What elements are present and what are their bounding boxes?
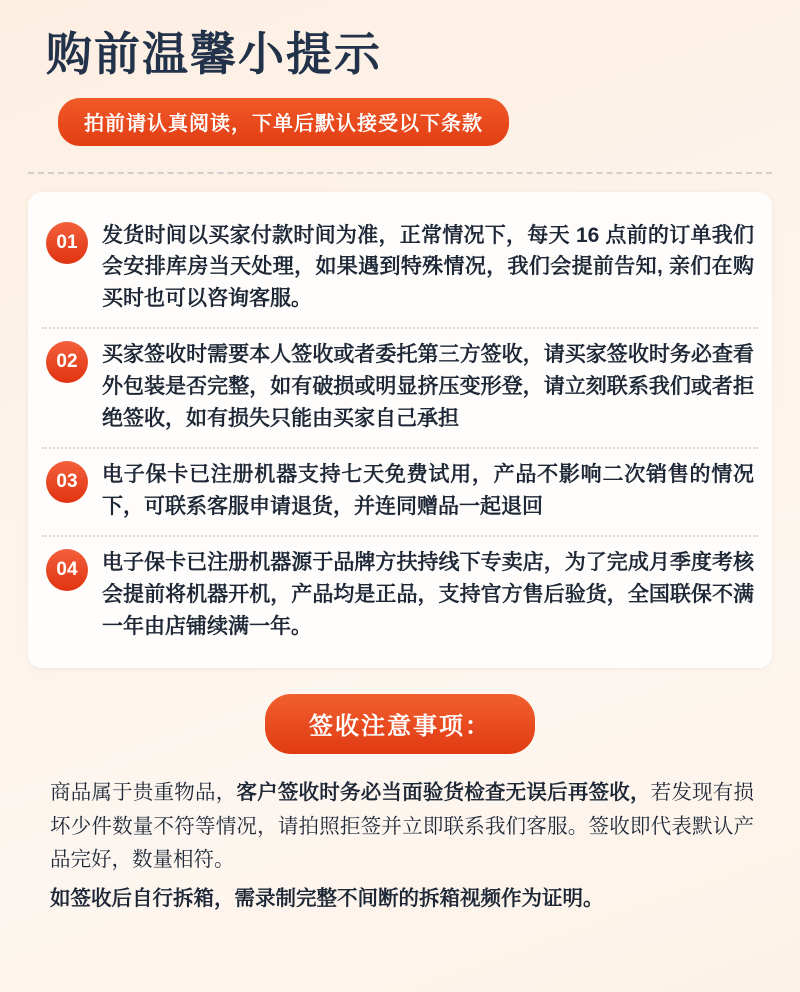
notice-text-part1: 商品属于贵重物品， — [50, 781, 237, 805]
item-text: 电子保卡已注册机器源于品牌方扶持线下专卖店，为了完成月季度考核会提前将机器开机，产品均是正品，支持官方售后验货，全国联保不满一年由店铺续满一年。 — [102, 550, 754, 638]
item-text: 电子保卡已注册机器支持七天免费试用，产品不影响二次销售的情况下，可联系客服申请退货，并连同赠品一起退回 — [102, 462, 754, 518]
subtitle-container — [22, 84, 778, 146]
page-title: 购前温馨小提示 — [46, 28, 382, 80]
item-number-badge: 02 — [46, 341, 88, 383]
list-item — [42, 535, 758, 655]
terms-card — [28, 192, 772, 669]
list-item — [42, 210, 758, 328]
item-text: 买家签收时需要本人签收或者委托第三方签收，请买家签收时务必查看外包装是否完整，如有破损或明显挤压变形登，请立刻联系我们或者拒绝签收，如有损失只能由买家自己承担 — [102, 343, 754, 431]
item-number-badge: 04 — [46, 549, 88, 591]
item-number-badge: 03 — [46, 461, 88, 503]
notice-heading-badge: 签收注意事项： — [265, 694, 535, 754]
notice-text-part3: 若发现有损坏少件数量不符等情况， — [50, 781, 755, 838]
list-item — [42, 447, 758, 535]
list-item — [42, 327, 758, 447]
dashed-divider — [28, 172, 772, 174]
notice-heading-container — [22, 694, 778, 754]
item-number-badge: 01 — [46, 222, 88, 264]
item-text: 发货时间以买家付款时间为准，正常情况下，每天 16 点前的订单我们会安排库房当天处理，如果遇到特殊情况，我们会提前告知, 亲们在购买时也可以咨询客服。 — [102, 223, 754, 311]
notice-last-line: 如签收后自行拆箱，需录制完整不间断的拆箱视频作为证明。 — [50, 887, 604, 911]
subtitle-badge: 拍前请认真阅读，下单后默认接受以下条款 — [58, 98, 509, 146]
notice-text-part4: 请拍照拒签并立即联系我们客服。签收即代表默认产品完好，数量相符。 — [50, 814, 755, 871]
notice-text-part2: 客户签收时务必当面验货检查无误后再签收， — [236, 781, 651, 805]
notice-paragraph — [50, 776, 754, 915]
